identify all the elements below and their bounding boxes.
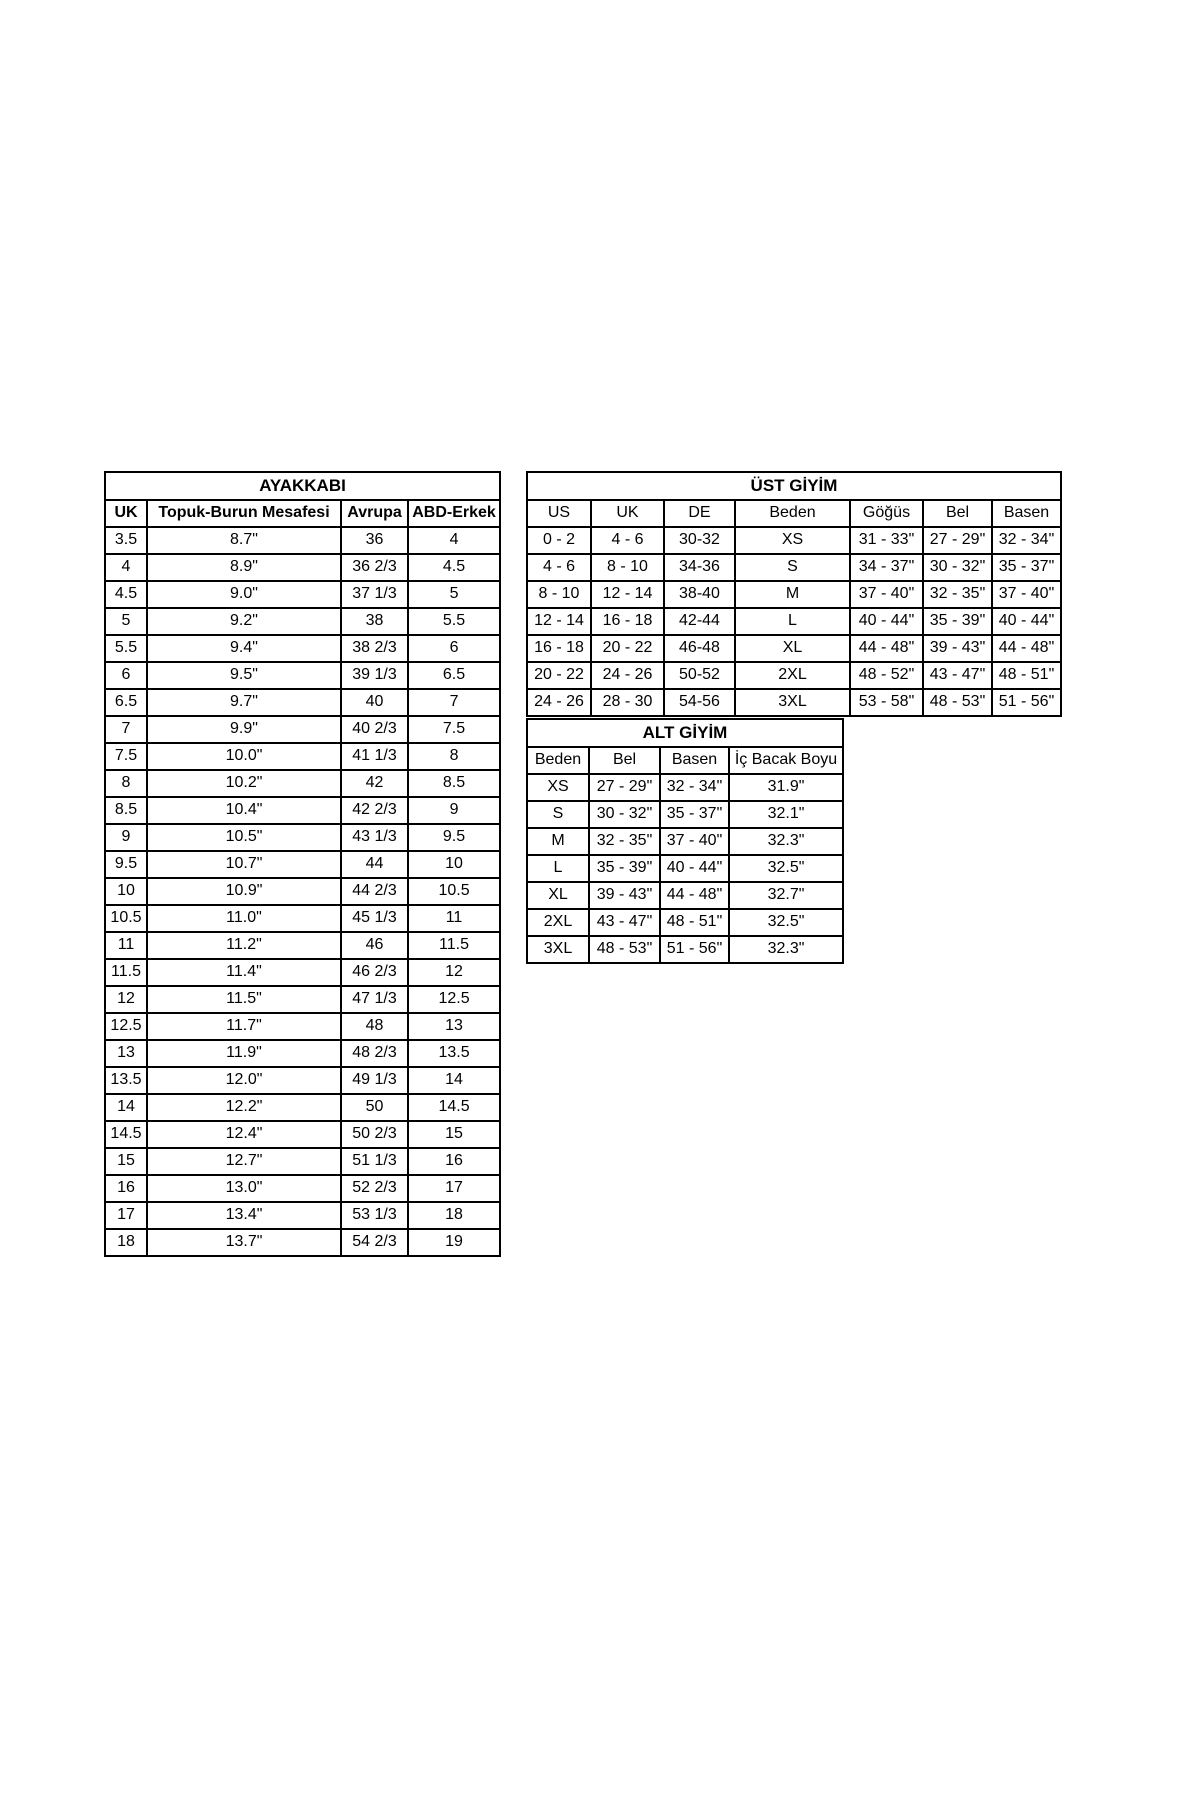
column-header: UK — [105, 500, 147, 527]
table-cell: 9.9" — [147, 716, 341, 743]
table-cell: 38 2/3 — [341, 635, 408, 662]
table-row — [105, 1121, 500, 1148]
table-cell: 4.5 — [408, 554, 500, 581]
ust-giyim-top-size-table-title-row — [527, 472, 1061, 500]
table-cell: 44 - 48" — [992, 635, 1061, 662]
table-cell: 24 - 26 — [527, 689, 591, 716]
table-cell: 14 — [105, 1094, 147, 1121]
table-cell: 50 2/3 — [341, 1121, 408, 1148]
column-header: Avrupa — [341, 500, 408, 527]
table-row — [105, 1067, 500, 1094]
table-cell: 35 - 39" — [589, 855, 660, 882]
table-cell: XL — [735, 635, 850, 662]
table-cell: 32.1" — [729, 801, 843, 828]
table-cell: 44 — [341, 851, 408, 878]
table-cell: 32 - 34" — [660, 774, 729, 801]
table-cell: 30-32 — [664, 527, 735, 554]
table-cell: 13.5 — [408, 1040, 500, 1067]
table-row — [105, 797, 500, 824]
table-cell: XS — [527, 774, 589, 801]
table-cell: 5 — [408, 581, 500, 608]
table-row — [105, 581, 500, 608]
table-row — [105, 1040, 500, 1067]
table-cell: 12.5 — [105, 1013, 147, 1040]
table-cell: 40 - 44" — [992, 608, 1061, 635]
table-cell: 32 - 35" — [589, 828, 660, 855]
table-cell: 8 - 10 — [527, 581, 591, 608]
table-cell: 39 - 43" — [923, 635, 992, 662]
table-row — [105, 1202, 500, 1229]
table-cell: 13.4" — [147, 1202, 341, 1229]
table-cell: 10.5 — [105, 905, 147, 932]
table-row — [105, 905, 500, 932]
table-cell: 31.9" — [729, 774, 843, 801]
table-row — [105, 527, 500, 554]
table-cell: 3XL — [527, 936, 589, 963]
table-row — [527, 554, 1061, 581]
alt-giyim-bottom-size-table — [526, 718, 844, 964]
table-cell: 8 — [408, 743, 500, 770]
table-cell: 11.9" — [147, 1040, 341, 1067]
table-cell: 0 - 2 — [527, 527, 591, 554]
column-header: Basen — [660, 747, 729, 774]
table-row — [527, 828, 843, 855]
table-cell: 16 - 18 — [527, 635, 591, 662]
table-row — [105, 1013, 500, 1040]
table-cell: 3XL — [735, 689, 850, 716]
table-row — [105, 878, 500, 905]
table-cell: 52 2/3 — [341, 1175, 408, 1202]
table-cell: 6 — [408, 635, 500, 662]
table-cell: 10.0" — [147, 743, 341, 770]
table-cell: 20 - 22 — [527, 662, 591, 689]
table-cell: 15 — [408, 1121, 500, 1148]
table-cell: 13.0" — [147, 1175, 341, 1202]
table-cell: 48 - 52" — [850, 662, 923, 689]
column-header: Bel — [589, 747, 660, 774]
ust-giyim-top-size-table — [526, 471, 1062, 717]
table-cell: 5.5 — [408, 608, 500, 635]
table-cell: 12 - 14 — [591, 581, 664, 608]
table-cell: 20 - 22 — [591, 635, 664, 662]
table-cell: 41 1/3 — [341, 743, 408, 770]
table-cell: 10.4" — [147, 797, 341, 824]
table-cell: 9 — [105, 824, 147, 851]
table-cell: 19 — [408, 1229, 500, 1256]
table-cell: 37 - 40" — [850, 581, 923, 608]
table-cell: 32.5" — [729, 855, 843, 882]
table-cell: 9.0" — [147, 581, 341, 608]
table-cell: 24 - 26 — [591, 662, 664, 689]
column-header: ABD-Erkek — [408, 500, 500, 527]
table-cell: 51 1/3 — [341, 1148, 408, 1175]
table-cell: 53 - 58" — [850, 689, 923, 716]
table-cell: 8 - 10 — [591, 554, 664, 581]
table-cell: 12.4" — [147, 1121, 341, 1148]
table-row — [527, 581, 1061, 608]
table-cell: 11.5 — [105, 959, 147, 986]
table-cell: 4 — [105, 554, 147, 581]
table-cell: 35 - 39" — [923, 608, 992, 635]
table-cell: M — [527, 828, 589, 855]
table-cell: 32.7" — [729, 882, 843, 909]
table-cell: 8.7" — [147, 527, 341, 554]
table-cell: 12 - 14 — [527, 608, 591, 635]
table-cell: 4 - 6 — [591, 527, 664, 554]
table-cell: 11 — [105, 932, 147, 959]
table-cell: 37 1/3 — [341, 581, 408, 608]
table-cell: 9.4" — [147, 635, 341, 662]
table-cell: 42 — [341, 770, 408, 797]
table-row — [105, 662, 500, 689]
table-cell: 50-52 — [664, 662, 735, 689]
table-cell: 46 2/3 — [341, 959, 408, 986]
table-cell: 27 - 29" — [923, 527, 992, 554]
table-cell: 34-36 — [664, 554, 735, 581]
table-cell: 13.5 — [105, 1067, 147, 1094]
table-cell: 2XL — [735, 662, 850, 689]
table-cell: 54 2/3 — [341, 1229, 408, 1256]
table-cell: 46-48 — [664, 635, 735, 662]
table-cell: 46 — [341, 932, 408, 959]
table-cell: 7 — [408, 689, 500, 716]
table-cell: 14.5 — [408, 1094, 500, 1121]
table-row — [105, 770, 500, 797]
table-row — [527, 801, 843, 828]
table-cell: 53 1/3 — [341, 1202, 408, 1229]
table-cell: 7 — [105, 716, 147, 743]
table-cell: 48 2/3 — [341, 1040, 408, 1067]
table-cell: 8 — [105, 770, 147, 797]
table-row — [105, 932, 500, 959]
table-cell: 12.5 — [408, 986, 500, 1013]
table-cell: 48 - 51" — [660, 909, 729, 936]
alt-giyim-bottom-size-table-title: ALT GİYİM — [527, 719, 843, 747]
table-cell: L — [735, 608, 850, 635]
table-row — [527, 608, 1061, 635]
table-cell: 40 - 44" — [660, 855, 729, 882]
column-header: Basen — [992, 500, 1061, 527]
table-cell: 48 - 51" — [992, 662, 1061, 689]
table-cell: 16 — [105, 1175, 147, 1202]
table-cell: 17 — [105, 1202, 147, 1229]
table-cell: 12 — [408, 959, 500, 986]
table-cell: 8.5 — [105, 797, 147, 824]
column-header: Topuk-Burun Mesafesi — [147, 500, 341, 527]
table-cell: 12.7" — [147, 1148, 341, 1175]
table-cell: 7.5 — [105, 743, 147, 770]
table-cell: 9.5" — [147, 662, 341, 689]
table-cell: 31 - 33" — [850, 527, 923, 554]
table-cell: 5.5 — [105, 635, 147, 662]
table-cell: 11.5 — [408, 932, 500, 959]
table-cell: 2XL — [527, 909, 589, 936]
table-cell: 50 — [341, 1094, 408, 1121]
table-cell: 37 - 40" — [660, 828, 729, 855]
table-cell: 4 - 6 — [527, 554, 591, 581]
ust-giyim-top-size-table-header-row — [527, 500, 1061, 527]
table-cell: 15 — [105, 1148, 147, 1175]
table-cell: 16 — [408, 1148, 500, 1175]
table-cell: 48 - 53" — [589, 936, 660, 963]
table-row — [527, 909, 843, 936]
table-cell: 45 1/3 — [341, 905, 408, 932]
table-row — [527, 882, 843, 909]
table-cell: 44 - 48" — [660, 882, 729, 909]
table-cell: 36 2/3 — [341, 554, 408, 581]
table-cell: 3.5 — [105, 527, 147, 554]
table-cell: 38 — [341, 608, 408, 635]
table-cell: 10.7" — [147, 851, 341, 878]
table-cell: 38-40 — [664, 581, 735, 608]
column-header: Beden — [527, 747, 589, 774]
table-row — [105, 554, 500, 581]
table-row — [105, 1094, 500, 1121]
table-cell: 10 — [105, 878, 147, 905]
table-cell: 35 - 37" — [660, 801, 729, 828]
ayakkabi-shoe-size-table-header-row — [105, 500, 500, 527]
table-cell: 6 — [105, 662, 147, 689]
alt-giyim-bottom-size-table-header-row — [527, 747, 843, 774]
table-cell: 13.7" — [147, 1229, 341, 1256]
table-cell: 8.5 — [408, 770, 500, 797]
table-row — [105, 689, 500, 716]
table-cell: 9.7" — [147, 689, 341, 716]
column-header: DE — [664, 500, 735, 527]
table-cell: XL — [527, 882, 589, 909]
table-row — [105, 635, 500, 662]
table-cell: 32.3" — [729, 936, 843, 963]
column-header: US — [527, 500, 591, 527]
table-cell: 13 — [105, 1040, 147, 1067]
table-row — [105, 959, 500, 986]
table-cell: 7.5 — [408, 716, 500, 743]
table-cell: 51 - 56" — [992, 689, 1061, 716]
table-cell: 16 - 18 — [591, 608, 664, 635]
table-row — [105, 1148, 500, 1175]
table-cell: 10.9" — [147, 878, 341, 905]
table-cell: 4.5 — [105, 581, 147, 608]
table-cell: 11 — [408, 905, 500, 932]
table-cell: 11.7" — [147, 1013, 341, 1040]
table-row — [527, 635, 1061, 662]
table-cell: 40 — [341, 689, 408, 716]
column-header: Bel — [923, 500, 992, 527]
table-cell: 32 - 35" — [923, 581, 992, 608]
table-cell: 11.0" — [147, 905, 341, 932]
table-cell: 43 - 47" — [923, 662, 992, 689]
table-cell: 40 2/3 — [341, 716, 408, 743]
table-cell: S — [735, 554, 850, 581]
table-cell: 9.2" — [147, 608, 341, 635]
table-row — [105, 608, 500, 635]
table-cell: 49 1/3 — [341, 1067, 408, 1094]
table-cell: 43 - 47" — [589, 909, 660, 936]
table-cell: 12 — [105, 986, 147, 1013]
table-cell: 11.4" — [147, 959, 341, 986]
table-cell: 10 — [408, 851, 500, 878]
table-row — [105, 716, 500, 743]
table-row — [105, 1175, 500, 1202]
table-cell: 12.2" — [147, 1094, 341, 1121]
table-cell: 37 - 40" — [992, 581, 1061, 608]
table-cell: 30 - 32" — [589, 801, 660, 828]
table-cell: 18 — [105, 1229, 147, 1256]
table-cell: 39 1/3 — [341, 662, 408, 689]
column-header: Göğüs — [850, 500, 923, 527]
table-cell: 4 — [408, 527, 500, 554]
table-row — [527, 662, 1061, 689]
table-cell: 48 - 53" — [923, 689, 992, 716]
table-cell: L — [527, 855, 589, 882]
table-row — [527, 774, 843, 801]
table-cell: 14 — [408, 1067, 500, 1094]
ayakkabi-shoe-size-table-title-row — [105, 472, 500, 500]
table-cell: 28 - 30 — [591, 689, 664, 716]
table-cell: 44 - 48" — [850, 635, 923, 662]
table-cell: 43 1/3 — [341, 824, 408, 851]
table-cell: 48 — [341, 1013, 408, 1040]
column-header: UK — [591, 500, 664, 527]
table-cell: 42 2/3 — [341, 797, 408, 824]
table-cell: 11.2" — [147, 932, 341, 959]
table-cell: 10.5 — [408, 878, 500, 905]
table-cell: 9 — [408, 797, 500, 824]
table-cell: 12.0" — [147, 1067, 341, 1094]
table-row — [105, 986, 500, 1013]
table-cell: 47 1/3 — [341, 986, 408, 1013]
table-cell: XS — [735, 527, 850, 554]
table-row — [527, 527, 1061, 554]
table-cell: 13 — [408, 1013, 500, 1040]
table-cell: 54-56 — [664, 689, 735, 716]
column-header: Beden — [735, 500, 850, 527]
table-cell: 17 — [408, 1175, 500, 1202]
table-cell: 6.5 — [105, 689, 147, 716]
table-row — [527, 855, 843, 882]
table-cell: 9.5 — [105, 851, 147, 878]
table-cell: 27 - 29" — [589, 774, 660, 801]
table-cell: 34 - 37" — [850, 554, 923, 581]
table-cell: 6.5 — [408, 662, 500, 689]
table-cell: 8.9" — [147, 554, 341, 581]
table-cell: 36 — [341, 527, 408, 554]
table-cell: 9.5 — [408, 824, 500, 851]
ust-giyim-top-size-table-title: ÜST GİYİM — [527, 472, 1061, 500]
table-cell: 40 - 44" — [850, 608, 923, 635]
table-cell: 10.2" — [147, 770, 341, 797]
table-cell: 10.5" — [147, 824, 341, 851]
alt-giyim-bottom-size-table-title-row — [527, 719, 843, 747]
table-row — [527, 689, 1061, 716]
table-cell: 42-44 — [664, 608, 735, 635]
table-cell: 32 - 34" — [992, 527, 1061, 554]
table-cell: M — [735, 581, 850, 608]
table-row — [105, 824, 500, 851]
table-cell: 39 - 43" — [589, 882, 660, 909]
table-cell: 11.5" — [147, 986, 341, 1013]
table-row — [527, 936, 843, 963]
column-header: İç Bacak Boyu — [729, 747, 843, 774]
ayakkabi-shoe-size-table-title: AYAKKABI — [105, 472, 500, 500]
table-cell: S — [527, 801, 589, 828]
table-cell: 51 - 56" — [660, 936, 729, 963]
table-cell: 5 — [105, 608, 147, 635]
table-cell: 14.5 — [105, 1121, 147, 1148]
table-cell: 32.3" — [729, 828, 843, 855]
table-cell: 32.5" — [729, 909, 843, 936]
ayakkabi-shoe-size-table — [104, 471, 501, 1257]
table-cell: 30 - 32" — [923, 554, 992, 581]
table-row — [105, 1229, 500, 1256]
table-cell: 18 — [408, 1202, 500, 1229]
table-row — [105, 743, 500, 770]
table-row — [105, 851, 500, 878]
table-cell: 44 2/3 — [341, 878, 408, 905]
table-cell: 35 - 37" — [992, 554, 1061, 581]
